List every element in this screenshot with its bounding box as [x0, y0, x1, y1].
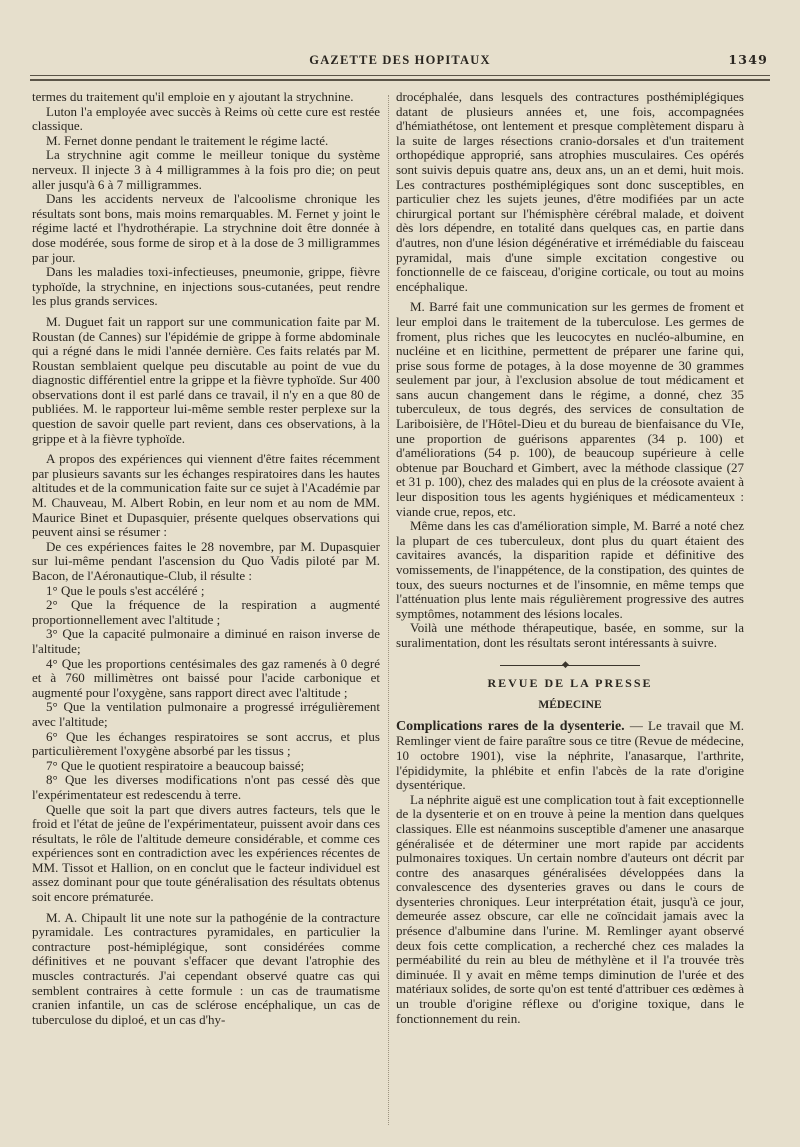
list-item: 5° Que la ventilation pulmonaire a progressé irrégulièrement avec l'altitude;	[32, 699, 380, 729]
article-heading: Complications rares de la dysenterie.	[396, 718, 625, 734]
paragraph: drocéphalée, dans lesquels des contractures posthémiplégiques datant de plusieurs années et, une fois, accompagnées d'hémiathétose, ont lentement et presque complètement disparu à la suite de larges résections cranio-dorsales et d'un traitement orthopédique approprié, sans atrophies musculaires. Ces opérés sont suivis depuis quatre ans, deux ans, un an et demi, huit mois. Les contractures posthémiplégiques sont donc susceptibles, en particulier chez les sujets jeunes, d'être modifiées par un acte chirurgical portant sur l'hémisphère cérébral malade, et doivent dès lors dépendre, en totalité dans quelques cas, en partie dans d'autres, non d'une lésion dégénérative et irrémédiable du faisceau pyramidal, mais d'une simple excitation congestive ou fonctionnelle de ce faisceau, d'origine corticale, ou tout au moins encéphalique.	[396, 89, 744, 294]
paragraph: La néphrite aiguë est une complication tout à fait exceptionnelle de la dysenterie et on en trouve à peine la mention dans quelques classiques. Elle est néanmoins susceptible d'amener une anasarque généralisée et de déterminer une mort rapide par accidents pulmonaires toxiques. Un certain nombre d'auteurs ont décrit par contre des anasarques généralisées développées dans la convalescence des dysenteries graves ou dans le cours de dysenteries chroniques. Leur interprétation était, jusqu'à ce jour, demeurée assez obscure, car elle ne coïncidait jamais avec la présence d'albumine dans l'urine. M. Remlinger ayant observé deux fois cette complication, a recherché chez ces malades la perméabilité du rein au bleu de méthylène et il l'a trouvée très diminuée. Il y avait en même temps diminution de l'urée et des matériaux solides, de sorte qu'on est tenté d'attribuer ces œdèmes à un trouble d'origine réflexe ou d'origine toxique, dans le fonctionnement du rein.	[396, 791, 744, 1026]
list-item: 8° Que les diverses modifications n'ont pas cessé dès que l'expérimentateur est redescendu à terre.	[32, 772, 380, 802]
right-column	[396, 90, 744, 1026]
paragraph: Dans les accidents nerveux de l'alcoolisme chronique les résultats sont bons, mais moins remarquables. M. Fernet y joint le régime lacté et l'hydrothérapie. La strychnine doit être donnée à dose modérée, sous forme de sirop et à la dose de 3 milligrammes par jour.	[32, 191, 380, 265]
header-rule-thick	[30, 79, 770, 81]
page-number: 1349	[728, 52, 768, 67]
paragraph: Même dans les cas d'amélioration simple, M. Barré a noté chez la plupart de ces tuberculeux, dont plus du quart étaient des cavitaires avancés, la disparition rapide et définitive des vomissements, de l'inappétence, de la constipation, des quintes de toux, des sueurs nocturnes et de l'insomnie, en même temps que l'atténuation plus lente mais régulièrement progressive des autres symptômes, notamment des lésions locales.	[396, 518, 744, 621]
paragraph: De ces expériences faites le 28 novembre, par M. Dupasquier sur lui-même pendant l'ascension du Quo Vadis piloté par M. Bacon, de l'Aéronautique-Club, il résulte :	[32, 538, 380, 583]
paragraph: M. A. Chipault lit une note sur la pathogénie de la contracture pyramidale. Les contractures pyramidales, en particulier la contracture post-hémiplégique, sont considérées comme définitives et ne pouvant s'effacer que devant l'atrophie des muscles contracturés. J'ai cependant observé quatre cas qui semblent contraires à cette formule : un cas de traumatisme cranien infantile, un cas de sclérose encéphalique, un cas de tuberculose du diploé, et un cas d'hy-	[32, 909, 380, 1027]
paragraph: Voilà une méthode thérapeutique, basée, en somme, sur la suralimentation, dont les résultats seront intéressants à suivre.	[396, 620, 744, 650]
paragraph: Quelle que soit la part que divers autres facteurs, tels que le froid et l'état de jeûne de l'expérimentateur, puissent avoir dans ces résultats, le rôle de l'altitude demeure considérable, et comme ces expériences sont en contradiction avec les expériences récentes de MM. Tissot et Hallion, on en conclut que le facteur individuel est assez dominant pour que toute généralisation des résultats obtenus soit encore prématurée.	[32, 801, 380, 905]
paragraph: — Le travail que M. Remlinger vient de faire paraître sous ce titre (Revue de médecine, 10 octobre 1901), vise la néphrite, l'anasarque, l'arthrite, l'épididymite, la phlébite et enfin l'abcès de la rate d'origine dysentérique.	[396, 717, 745, 793]
left-column	[32, 90, 380, 1027]
paragraph: Luton l'a employée avec succès à Reims où cette cure est restée classique.	[32, 103, 380, 134]
paragraph: Dans les maladies toxi-infectieuses, pneumonie, grippe, fièvre typhoïde, la strychnine, en injections sous-cutanées, peut rendre les plus grands services.	[32, 264, 380, 309]
list-item: 3° Que la capacité pulmonaire a diminué en raison inverse de l'altitude;	[32, 626, 380, 656]
list-item: 4° Que les proportions centésimales des gaz ramenés à 0 degré et à 760 millimètres ont baissé pour l'acide carbonique et augmenté pour l'oxygène, sans rapport direct avec l'altitude ;	[32, 655, 380, 700]
list-item: 6° Que les échanges respiratoires se sont accrus, et plus particulièrement l'oxygène absorbé par les tissus ;	[32, 728, 380, 759]
journal-title: GAZETTE DES HOPITAUX	[309, 52, 491, 67]
list-item: 1° Que le pouls s'est accéléré ;	[46, 582, 205, 598]
page-header	[30, 50, 770, 70]
paragraph: termes du traitement qu'il emploie en y ajoutant la strychnine.	[32, 89, 354, 104]
subsection-title: MÉDECINE	[538, 699, 602, 712]
header-rule	[30, 75, 770, 76]
paragraph: La strychnine agit comme le meilleur tonique du système nerveux. Il injecte 3 à 4 milligrammes à la fois pro die; on peut aller jusqu'à 6 à 7 milligrammes.	[32, 147, 380, 192]
ornament-divider	[500, 665, 640, 666]
list-item: 7° Que le quotient respiratoire a beaucoup baissé;	[46, 757, 305, 773]
section-title: REVUE DE LA PRESSE	[487, 675, 653, 690]
list-item: 2° Que la fréquence de la respiration a augmenté proportionnellement avec l'altitude ;	[32, 597, 380, 627]
paragraph: M. Barré fait une communication sur les germes de froment et leur emploi dans le traitement de la tuberculose. Les germes de froment, plus riches que les leucocytes en nucléo-albumine, en nucléine et en licithine, permettent de préparer une farine qui, prise sous forme de potages, à la dose moyenne de 30 grammes seulement par jour, à l'exclusion absolue de tout médicament et sans aucun changement dans le régime, a donné, chez 35 tuberculeux, de tous degrés, des services de consultation de Lariboisière, de l'Hôtel-Dieu et du bureau de bienfaisance du VIe, une proportion de guérisons apparentes (34 p. 100) et d'améliorations (54 p. 100), de beaucoup supérieure à celle obtenue par Bouchard et Gimbert, avec la méthode classique (27 et 31 p. 100), chez des malades qui en plus de la créosote avaient à leur disposition tous les agents hygiéniques et médicamenteux : viande crue, repos, etc.	[396, 299, 744, 519]
paragraph: M. Duguet fait un rapport sur une communication faite par M. Roustan (de Cannes) sur l'épidémie de grippe à forme abdominale qui a régné dans le midi l'année dernière. Ces faits relatés par M. Roustan semblaient quelque peu discutable au point de vue du diagnostic différentiel entre la grippe et la fièvre typhoïde. Sur 400 observations dont il est parlé dans ce travail, il n'y en a que 80 de publiées. M. le rapporteur lui-même semble rester perplexe sur la question de savoir quelle part revient, dans ces observations, à la grippe et à la fièvre typhoïde.	[32, 313, 380, 446]
paragraph: M. Fernet donne pendant le traitement le régime lacté.	[46, 132, 329, 148]
column-divider	[388, 95, 389, 1125]
paragraph: A propos des expériences qui viennent d'être faites récemment par plusieurs savants sur les échanges respiratoires dans les hautes altitudes et de la communication faite sur ce sujet à l'Académie par M. Chauveau, M. Albert Robin, en leur nom et au nom de MM. Maurice Binet et Dupasquier, présente quelques observations qui peuvent ainsi se résumer :	[32, 451, 380, 540]
